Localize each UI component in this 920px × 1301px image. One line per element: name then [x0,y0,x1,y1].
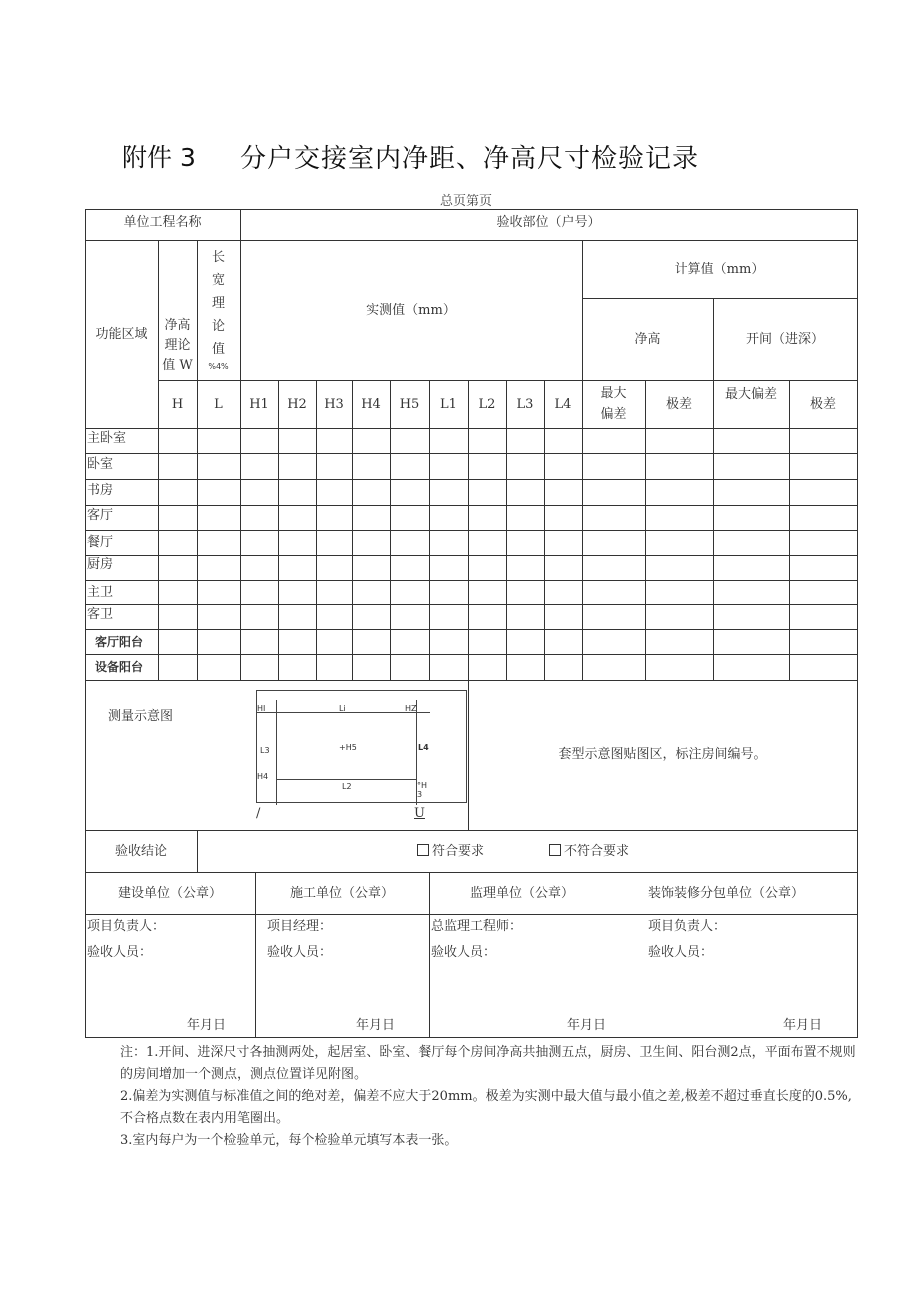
room-master-bath: 主卫 [87,585,114,600]
party-supervisor-name: 监理单位（公章） [470,886,575,901]
computed-header: 计算值（mm） [674,262,765,277]
party-supervisor-line2: 验收人员： [431,945,497,960]
range-header: 极差 [665,397,692,412]
conclusion-not-ok-checkbox[interactable] [549,844,561,856]
party-decoration-line1: 项目负责人： [648,919,727,934]
measured-header: 实测值（mm） [366,303,456,318]
max-dev-line2: 偏差 [600,407,627,422]
conclusion-not-ok-option[interactable] [549,842,629,862]
col-l4-header: L4 [554,397,572,412]
room-master-bedroom: 主卧室 [87,431,127,446]
col-h1-header: H1 [249,397,269,412]
room-kitchen: 厨房 [87,557,114,572]
room-dining: 餐厅 [87,535,114,550]
sketch-h4: H4 [257,772,269,781]
acceptance-location-label: 验收部位（户号） [496,215,601,230]
party-decoration-line2: 验收人员： [648,945,714,960]
party-contractor-date: 年月日 [356,1018,396,1033]
lw-theory-header [197,246,240,373]
col-l2-header: L2 [478,397,496,412]
measurement-sketch [256,691,467,806]
note-1: 注：1.开间、进深尺寸各抽测两处，起居室、卧室、餐厅每个房间净高共抽测五点，厨房、卫生间、阳台测2点，平面布置不规则的房间增加一个测点，测点位置详见附图。 [120,1045,856,1082]
party-owner-date: 年月日 [187,1018,227,1033]
net-height-theory-header [158,316,197,376]
lw-theory-line4: 论 [211,319,225,334]
col-l1-header: L1 [440,397,457,412]
party-decoration-name: 装饰装修分包单位（公章） [648,886,805,901]
sketch-hz: HZ [405,704,417,713]
lw-theory-line1: 长 [211,250,225,265]
sketch-h5: +H5 [339,743,357,752]
sketch-h3-line1: °H [417,781,428,790]
sketch-l2: L2 [342,782,352,791]
sketch-h3 [417,781,427,799]
room-bedroom: 卧室 [87,457,114,472]
conclusion-ok-label: 符合要求 [432,844,485,859]
lw-unit: %4% [208,362,229,371]
party-owner-line1: 项目负责人： [87,919,166,934]
col-h5-header: H5 [399,397,420,412]
page-info: 总页第页 [440,194,493,209]
conclusion-ok-checkbox[interactable] [417,844,429,856]
net-height-theory-line2: 理论 [164,338,191,353]
sketch-l3: L3 [260,746,270,755]
room-guest-bath: 客卫 [87,607,114,622]
max-dev-line1: 最大 [600,386,627,401]
bay-depth-header: 开间（进深） [745,332,824,347]
party-supervisor-line1: 总监理工程师： [431,919,523,934]
sketch-hi: HI [257,704,266,713]
sketch-slash: / [256,806,261,821]
function-area-header: 功能区域 [95,327,148,342]
max-dev-header [582,383,645,425]
conclusion-label: 验收结论 [114,844,167,859]
range2-header: 极差 [809,397,836,412]
col-l-header: L [214,397,223,412]
party-decoration-date: 年月日 [783,1018,823,1033]
note-2: 2.偏差为实测值与标准值之间的绝对差，偏差不应大于20mm。极差为实测中最大值与最小值之差,极差不超过垂直长度的0.5%,不合格点数在表内用笔圈出。 [120,1089,852,1126]
net-height-header: 净高 [634,332,661,347]
sketch-u: U [414,806,425,821]
party-owner-name: 建设单位（公章） [117,886,222,901]
net-height-theory-line3: 值 W [162,358,193,373]
sketch-h3-line2: 3 [417,790,423,799]
lw-theory-line2: 宽 [211,273,225,288]
room-study: 书房 [87,483,114,498]
party-supervisor-date: 年月日 [567,1018,607,1033]
note-3: 3.室内每户为一个检验单元，每个检验单元填写本表一张。 [120,1133,458,1148]
room-living-balcony: 客厅阳台 [95,635,144,649]
sketch-li: Li [339,704,346,713]
conclusion-not-ok-label: 不符合要求 [564,844,630,859]
col-h2-header: H2 [287,397,307,412]
diagram-label: 测量示意图 [108,709,174,724]
unit-project-label: 单位工程名称 [123,215,202,230]
suite-diagram-note: 套型示意图贴图区，标注房间编号。 [558,747,767,762]
col-h3-header: H3 [324,397,344,412]
party-owner-line2: 验收人员： [87,945,153,960]
col-l3-header: L3 [516,397,534,412]
annex-label: 附件 3 [122,143,196,172]
col-h-header: H [171,397,184,412]
conclusion-ok-option[interactable] [417,842,484,862]
lw-theory-line5: 值 [211,342,225,357]
lw-theory-line3: 理 [211,296,225,311]
notes-section [120,1042,860,1152]
party-contractor-line1: 项目经理： [267,919,333,934]
room-living: 客厅 [87,508,114,523]
party-contractor-name: 施工单位（公章） [289,886,394,901]
sketch-l4: L4 [418,743,429,752]
party-contractor-line2: 验收人员： [267,945,333,960]
max-dev2-header: 最大偏差 [724,387,777,402]
col-h4-header: H4 [361,397,381,412]
page-title: 分户交接室内净距、净高尺寸检验记录 [240,144,700,174]
room-equipment-balcony: 设备阳台 [95,660,144,674]
net-height-theory-line1: 净高 [164,318,191,333]
